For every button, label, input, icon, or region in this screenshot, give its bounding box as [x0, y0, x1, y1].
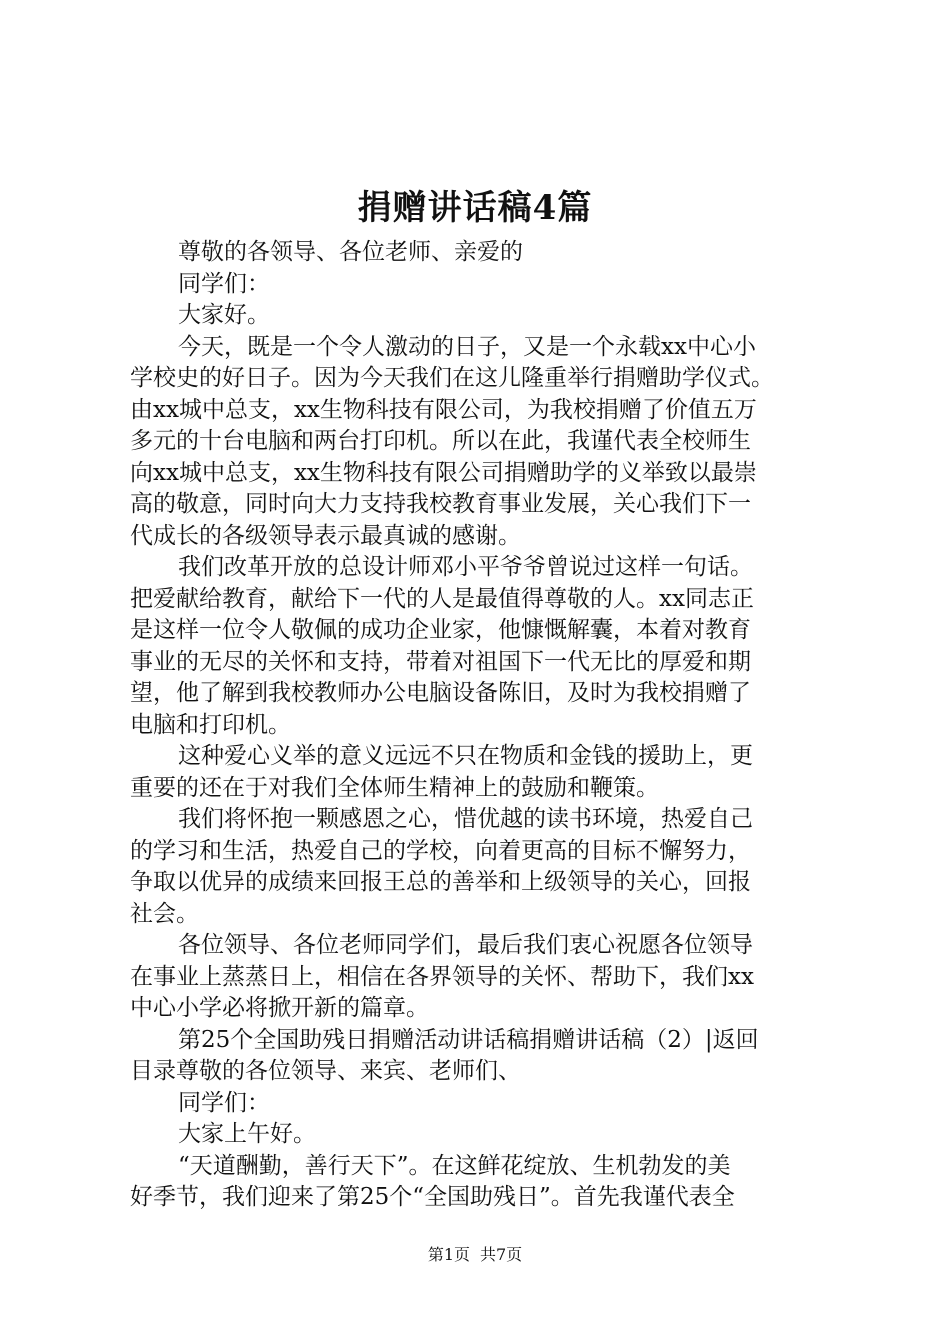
- text-line: 目录尊敬的各位领导、来宾、老师们、: [130, 1058, 521, 1084]
- text-line: 事业的无尽的关怀和支持，带着对祖国下一代无比的厚爱和期: [130, 648, 751, 675]
- text-line: 尊敬的各领导、各位老师、亲爱的: [178, 239, 523, 265]
- text-line: 大家上午好。: [178, 1121, 316, 1147]
- page-total: 共7页: [480, 1245, 523, 1264]
- document-title: 捐赠讲话稿4篇: [357, 188, 593, 228]
- text-line: 我们改革开放的总设计师邓小平爷爷曾说过这样一句话。: [178, 554, 753, 580]
- page-number: 第1页: [427, 1245, 470, 1264]
- text-line: 电脑和打印机。: [130, 711, 291, 738]
- text-line: 在事业上蒸蒸日上，相信在各界领导的关怀、帮助下，我们xx: [130, 963, 754, 990]
- text-line: 高的敬意，同时向大力支持我校教育事业发展，关心我们下一: [130, 491, 751, 517]
- text-line: “天道酬勤，善行天下”。在这鲜花绽放、生机勃发的美: [178, 1152, 731, 1179]
- text-line: 大家好。: [178, 302, 270, 328]
- page-footer: [0, 1244, 950, 1266]
- text-line: 各位领导、各位老师同学们，最后我们衷心祝愿各位领导: [178, 932, 753, 958]
- text-line: 由xx城中总支，xx生物科技有限公司，为我校捐赠了价值五万: [130, 396, 757, 423]
- text-line: 好季节，我们迎来了第25个“全国助残日”。首先我谨代表全: [130, 1184, 735, 1210]
- text-line: 同学们：: [178, 270, 270, 297]
- text-line: 是这样一位令人敬佩的成功企业家，他慷慨解囊，本着对教育: [130, 617, 751, 643]
- text-line: 代成长的各级领导表示最真诚的感谢。: [130, 522, 521, 549]
- text-line: 这种爱心义举的意义远远不只在物质和金钱的援助上，更: [178, 743, 753, 769]
- text-line: 今天，既是一个令人激动的日子，又是一个永载xx中心小: [178, 333, 756, 360]
- text-line: 我们将怀抱一颗感恩之心，惜优越的读书环境，热爱自己: [178, 806, 753, 832]
- document-body: [130, 237, 830, 1214]
- text-line: 中心小学必将掀开新的篇章。: [130, 995, 429, 1021]
- text-line: 的学习和生活，热爱自己的学校，向着更高的目标不懈努力，: [130, 837, 751, 864]
- text-line: 望，他了解到我校教师办公电脑设备陈旧，及时为我校捐赠了: [130, 680, 751, 706]
- text-line: 社会。: [130, 900, 199, 927]
- text-line: 争取以优异的成绩来回报王总的善举和上级领导的关心，回报: [130, 869, 751, 895]
- text-line: 学校史的好日子。因为今天我们在这儿隆重举行捐赠助学仪式。: [130, 365, 774, 391]
- text-line: 向xx城中总支，xx生物科技有限公司捐赠助学的义举致以最崇: [130, 459, 757, 486]
- text-line: 把爱献给教育，献给下一代的人是最值得尊敬的人。xx同志正: [130, 585, 754, 612]
- text-line: 重要的还在于对我们全体师生精神上的鼓励和鞭策。: [130, 774, 659, 801]
- text-line: 同学们：: [178, 1089, 270, 1116]
- text-line: 第25个全国助残日捐赠活动讲话稿捐赠讲话稿（2）|返回: [178, 1026, 759, 1053]
- text-line: 多元的十台电脑和两台打印机。所以在此，我谨代表全校师生: [130, 428, 751, 454]
